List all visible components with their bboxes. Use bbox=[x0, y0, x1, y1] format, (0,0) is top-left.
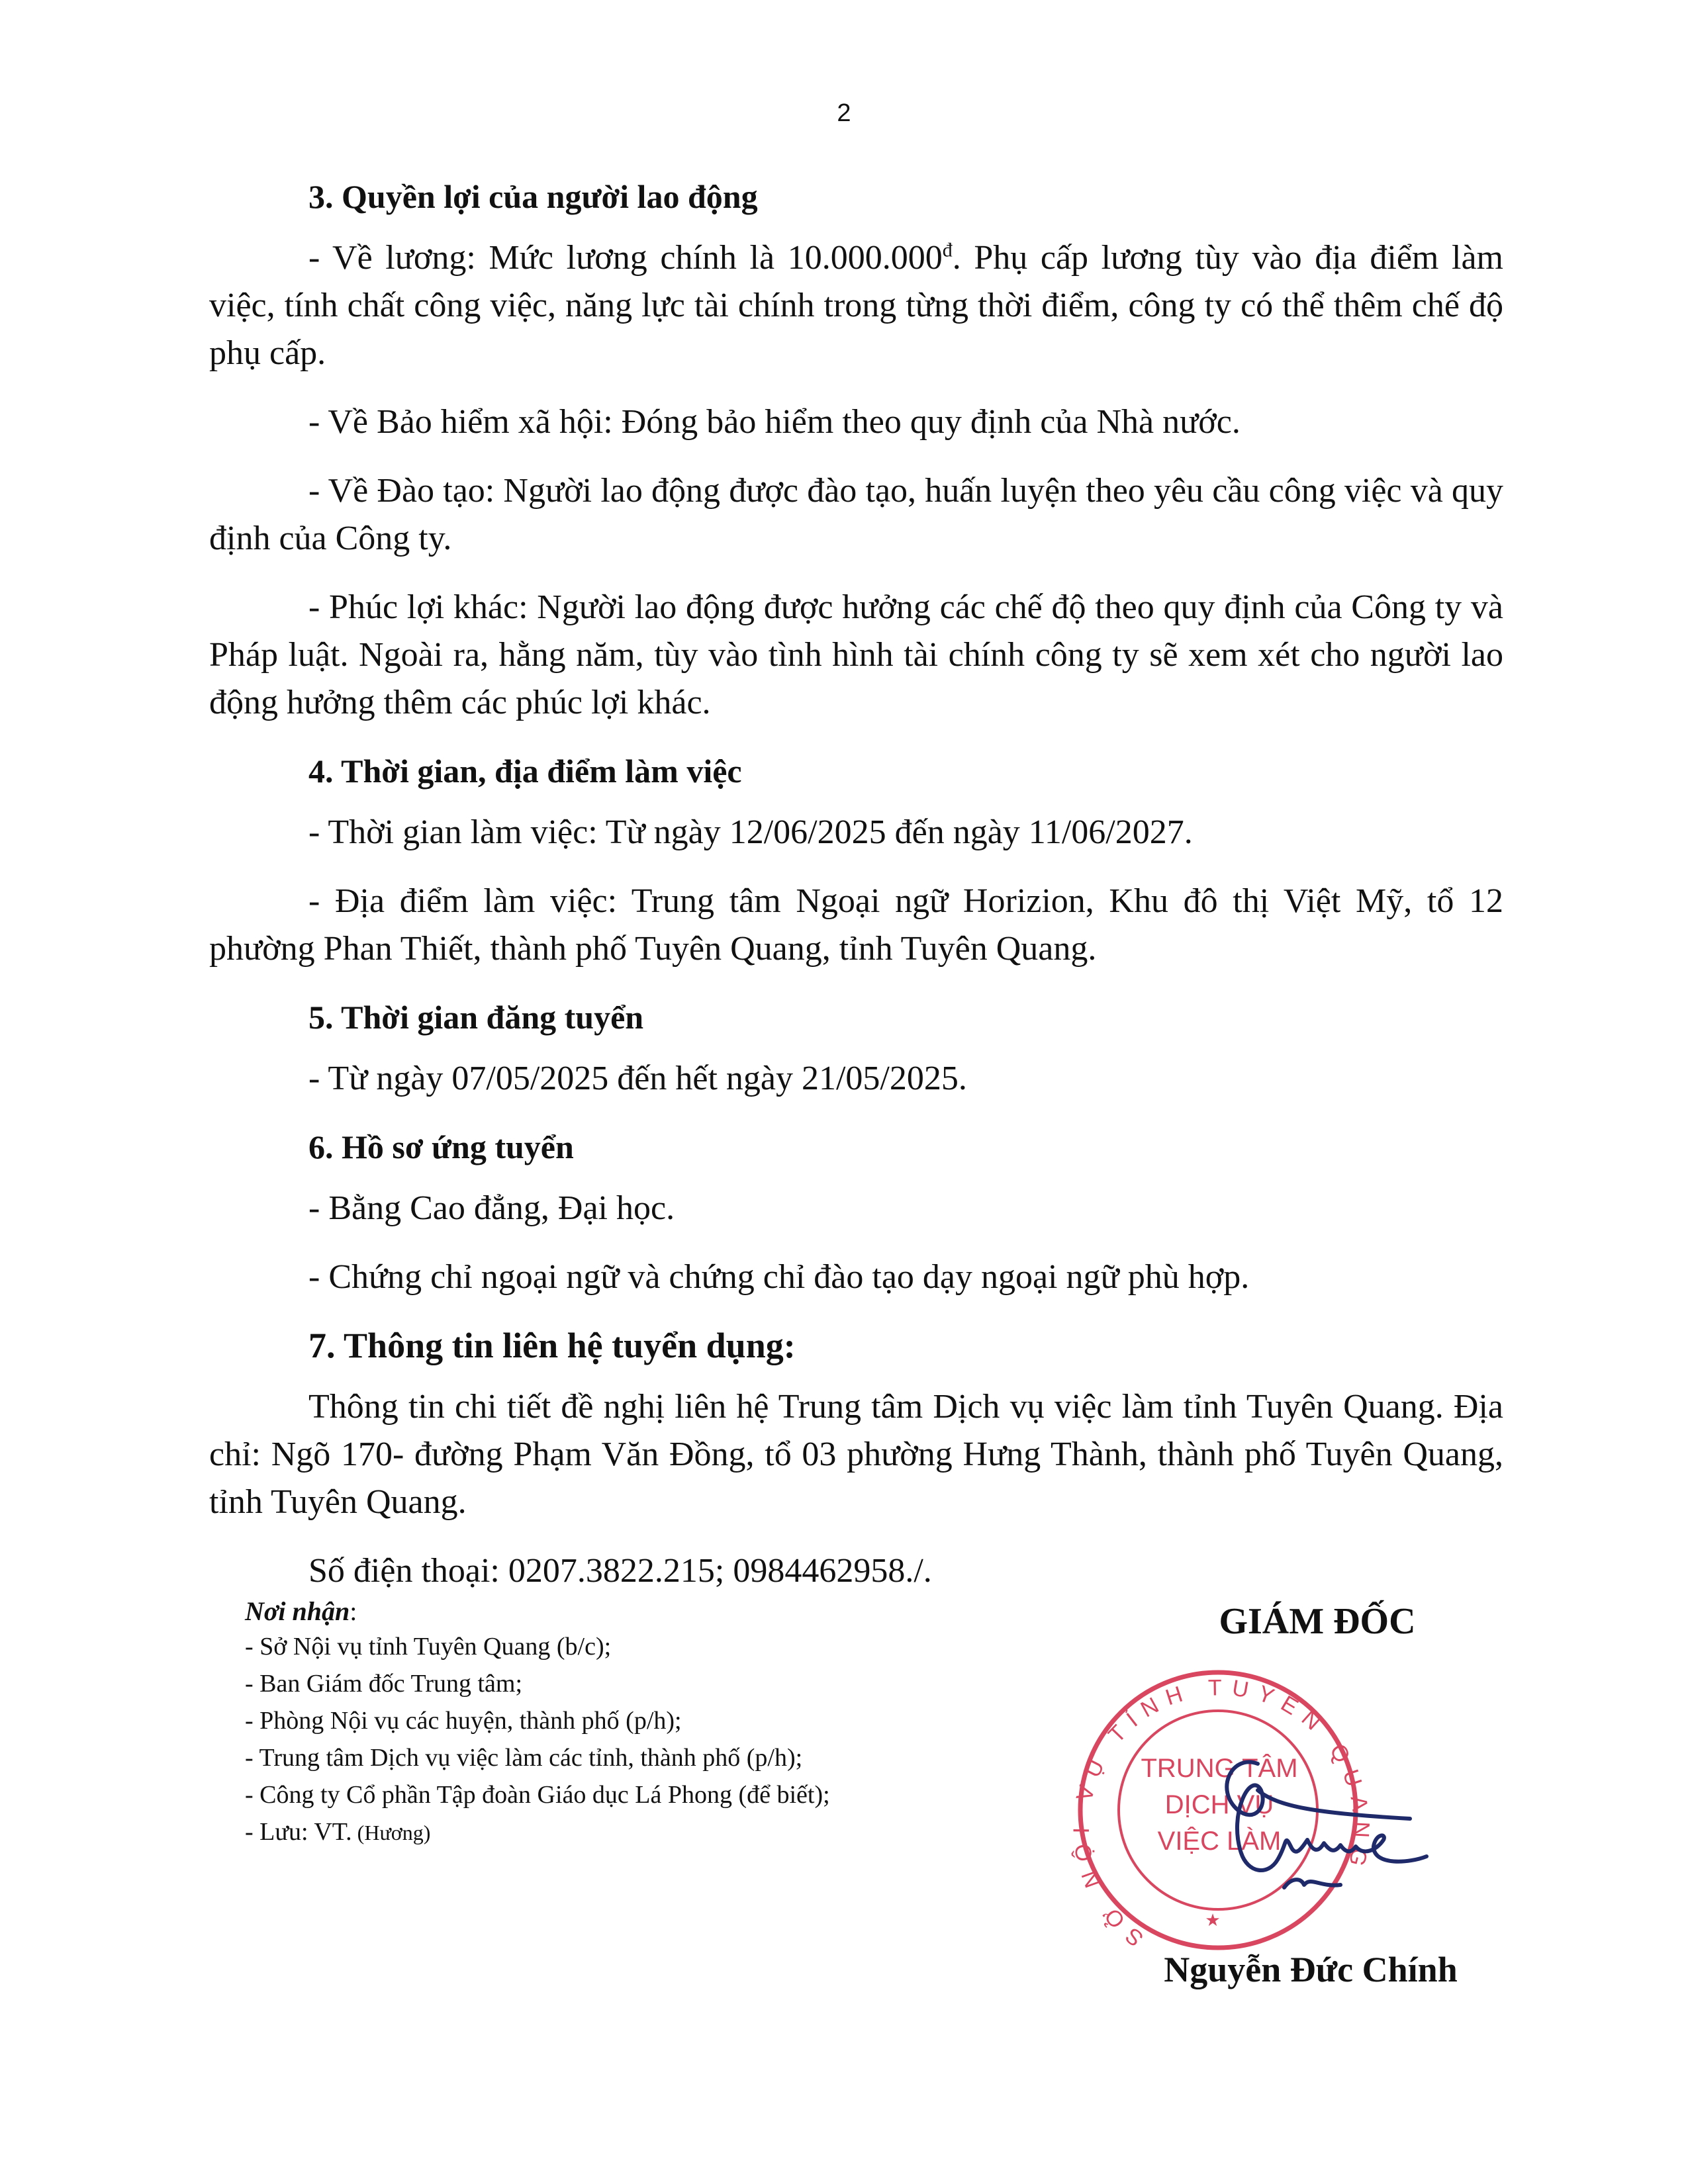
section-heading: 3. Quyền lợi của người lao động bbox=[308, 178, 758, 215]
stamp-center-line: VIỆC LÀM bbox=[1157, 1827, 1282, 1856]
recipient-item: - Ban Giám đốc Trung tâm; bbox=[245, 1670, 523, 1698]
section-heading: 4. Thời gian, địa điểm làm việc bbox=[308, 752, 742, 790]
recipients-title: Nơi nhận: bbox=[245, 1596, 357, 1626]
section-benefits bbox=[209, 173, 1503, 727]
recipient-item: - Sở Nội vụ tỉnh Tuyên Quang (b/c); bbox=[245, 1633, 612, 1661]
paragraph-work-location: - Địa điểm làm việc: Trung tâm Ngoại ngữ Horizion, Khu đô thị Việt Mỹ, tổ 12 phường Phan Thiết, thành phố Tuyên Quang, tỉnh Tuyên Quang. bbox=[209, 882, 1503, 968]
stamp-star-icon: ★ bbox=[1205, 1911, 1221, 1931]
section-heading: 7. Thông tin liên hệ tuyển dụng: bbox=[308, 1326, 796, 1365]
stamp-ring-text: SỞ NỘI VỤ TỈNH TUYÊN QUANG bbox=[1068, 1675, 1374, 1952]
official-stamp-with-signature bbox=[1039, 1648, 1450, 1952]
section-contact bbox=[209, 1322, 1503, 1595]
recipient-item-archive: - Lưu: VT. (Hương) bbox=[245, 1818, 431, 1846]
paragraph-other-benefits: - Phúc lợi khác: Người lao động được hưởng các chế độ theo quy định của Công ty và Pháp luật. Ngoài ra, hằng năm, tùy vào tình hình tài chính công ty sẽ xem xét cho người lao động hưởng thêm các phúc lợi khác. bbox=[209, 588, 1503, 721]
signer-name: Nguyễn Đức Chính bbox=[1164, 1950, 1458, 1989]
stamp-center-line: DỊCH VỤ bbox=[1164, 1790, 1274, 1819]
document-body bbox=[209, 173, 1503, 1595]
paragraph-degree: - Bằng Cao đẳng, Đại học. bbox=[308, 1189, 675, 1227]
recipients-block bbox=[245, 1595, 1039, 1851]
section-application bbox=[209, 1124, 1503, 1301]
signature-title: GIÁM ĐỐC bbox=[1219, 1601, 1416, 1642]
section-heading: 5. Thời gian đăng tuyển bbox=[308, 999, 644, 1036]
page-number: 2 bbox=[837, 99, 851, 127]
paragraph-certificates: - Chứng chỉ ngoại ngữ và chứng chỉ đào tạo dạy ngoại ngữ phù hợp. bbox=[308, 1258, 1250, 1296]
recipient-item: - Trung tâm Dịch vụ việc làm các tỉnh, thành phố (p/h); bbox=[245, 1744, 803, 1772]
stamp-center-line: TRUNG TÂM bbox=[1141, 1754, 1298, 1783]
paragraph-training: - Về Đào tạo: Người lao động được đào tạo, huấn luyện theo yêu cầu công việc và quy định của Công ty. bbox=[209, 472, 1503, 557]
paragraph-salary: - Về lương: Mức lương chính là $10.000.000^đ$. Phụ cấp lương tùy vào địa điểm làm việc, tính chất công việc, năng lực tài chính trong từng thời điểm, công ty có thể thêm chế độ phụ cấp. bbox=[209, 239, 1503, 372]
currency-superscript: đ bbox=[942, 239, 953, 261]
paragraph-insurance: - Về Bảo hiểm xã hội: Đóng bảo hiểm theo quy định của Nhà nước. bbox=[308, 403, 1241, 441]
paragraph-posting-dates: - Từ ngày 07/05/2025 đến hết ngày 21/05/2025. bbox=[308, 1060, 967, 1097]
section-heading: 6. Hồ sơ ứng tuyển bbox=[308, 1128, 574, 1165]
recipient-item: - Công ty Cổ phần Tập đoàn Giáo dục Lá Phong (để biết); bbox=[245, 1781, 830, 1809]
section-posting-period bbox=[209, 994, 1503, 1103]
paragraph-contact-address: Thông tin chi tiết đề nghị liên hệ Trung tâm Dịch vụ việc làm tỉnh Tuyên Quang. Địa chỉ: Ngõ 170- đường Phạm Văn Đồng, tổ 03 phường Hưng Thành, thành phố Tuyên Quang, tỉnh Tuyên Quang. bbox=[209, 1388, 1503, 1521]
section-work-time-location bbox=[209, 748, 1503, 973]
paragraph-contact-phone: Số điện thoại: 0207.3822.215; 0984462958./. bbox=[308, 1552, 932, 1590]
paragraph-work-time: - Thời gian làm việc: Từ ngày 12/06/2025 đến ngày 11/06/2027. bbox=[308, 813, 1193, 851]
recipient-item: - Phòng Nội vụ các huyện, thành phố (p/h); bbox=[245, 1707, 682, 1735]
